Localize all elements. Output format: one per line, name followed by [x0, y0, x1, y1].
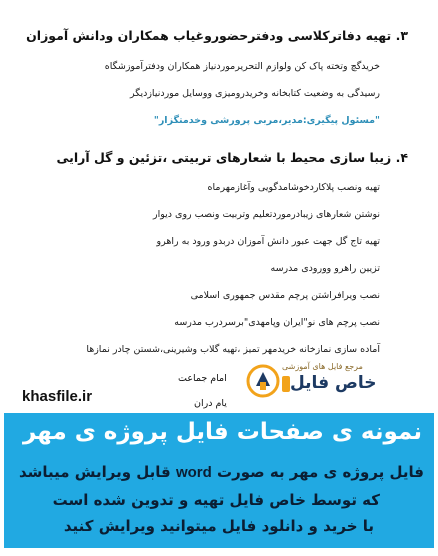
- side-text-imam: امام جماعت: [178, 373, 227, 384]
- section-4-line-3: تهیه تاج گل جهت عبور دانش آموزان دربدو ورود به راهرو: [156, 236, 380, 247]
- section-3-line-1: خریدگچ وتخته پاک کن ولوازم التحریرموردنیاز همکاران ودفترآموزشگاه: [104, 61, 380, 72]
- banner-line-2: که توسط خاص فایل تهیه و تدوین شده است: [52, 491, 380, 509]
- section-4-line-5: نصب ویرافراشتن پرچم مقدس جمهوری اسلامی: [190, 290, 380, 301]
- section-3-heading: [26, 28, 408, 43]
- banner-line-1-pre: فایل پروژه ی مهر به صورت: [217, 463, 424, 481]
- logo-badge-icon: [282, 376, 290, 392]
- section-3-responsible: "مسئول پیگیری:مدیر،مربی پرورشی وخدمتگزار": [153, 115, 380, 126]
- section-3-title: تهیه دفاترکلاسی ودفترحضوروغیاب همکاران ودانش آموزان: [26, 28, 392, 43]
- side-text-partial: یام دران: [194, 398, 227, 409]
- banner-title: نمونه ی صفحات فایل پروژه ی مهر: [22, 419, 422, 445]
- logo-name: خاص فایل: [290, 373, 377, 393]
- section-4-line-2: نوشتن شعارهای زیبادرموردتعلیم وتربیت ونصب روی دیوار: [152, 209, 380, 220]
- section-4-line-6: نصب پرچم های نو"ایران وپامهدی"برسردرب مدرسه: [174, 317, 380, 328]
- logo-tagline: مرجع فایل های آموزشی: [282, 362, 363, 371]
- section-4-line-1: تهیه ونصب پلاکاردخوشامدگویی وآغازمهرماه: [207, 182, 380, 193]
- section-4-line-7: آماده سازی نمازخانه خریدمهر تمیز ،تهیه گلاب وشیرینی،شستن چادر نمازها: [86, 344, 380, 355]
- section-4-title: زیبا سازی محیط با شعارهای تربیتی ،تزئین و گل آرایی: [56, 150, 392, 165]
- banner-line-3: با خرید و دانلود فایل میتوانید ویرایش کنید: [63, 517, 374, 535]
- section-3-line-2: رسیدگی به وضعیت کتابخانه وخریدرومیزی ووسایل موردنیازدیگر: [129, 88, 380, 99]
- section-4-number: ۴.: [395, 150, 408, 165]
- section-4-line-4: تزیین راهرو وورودی مدرسه: [270, 263, 380, 274]
- banner-line-1-word: word: [175, 464, 212, 481]
- logo-emblem-icon: [246, 364, 280, 398]
- banner-line-1: [19, 463, 424, 481]
- section-3-number: ۳.: [395, 28, 408, 43]
- site-watermark: khasfile.ir: [22, 388, 93, 405]
- khasfile-logo: [246, 360, 416, 410]
- promo-banner: [4, 413, 434, 548]
- section-4-heading: [57, 150, 409, 165]
- banner-line-1-post: قابل ویرایش میباشد: [18, 463, 171, 481]
